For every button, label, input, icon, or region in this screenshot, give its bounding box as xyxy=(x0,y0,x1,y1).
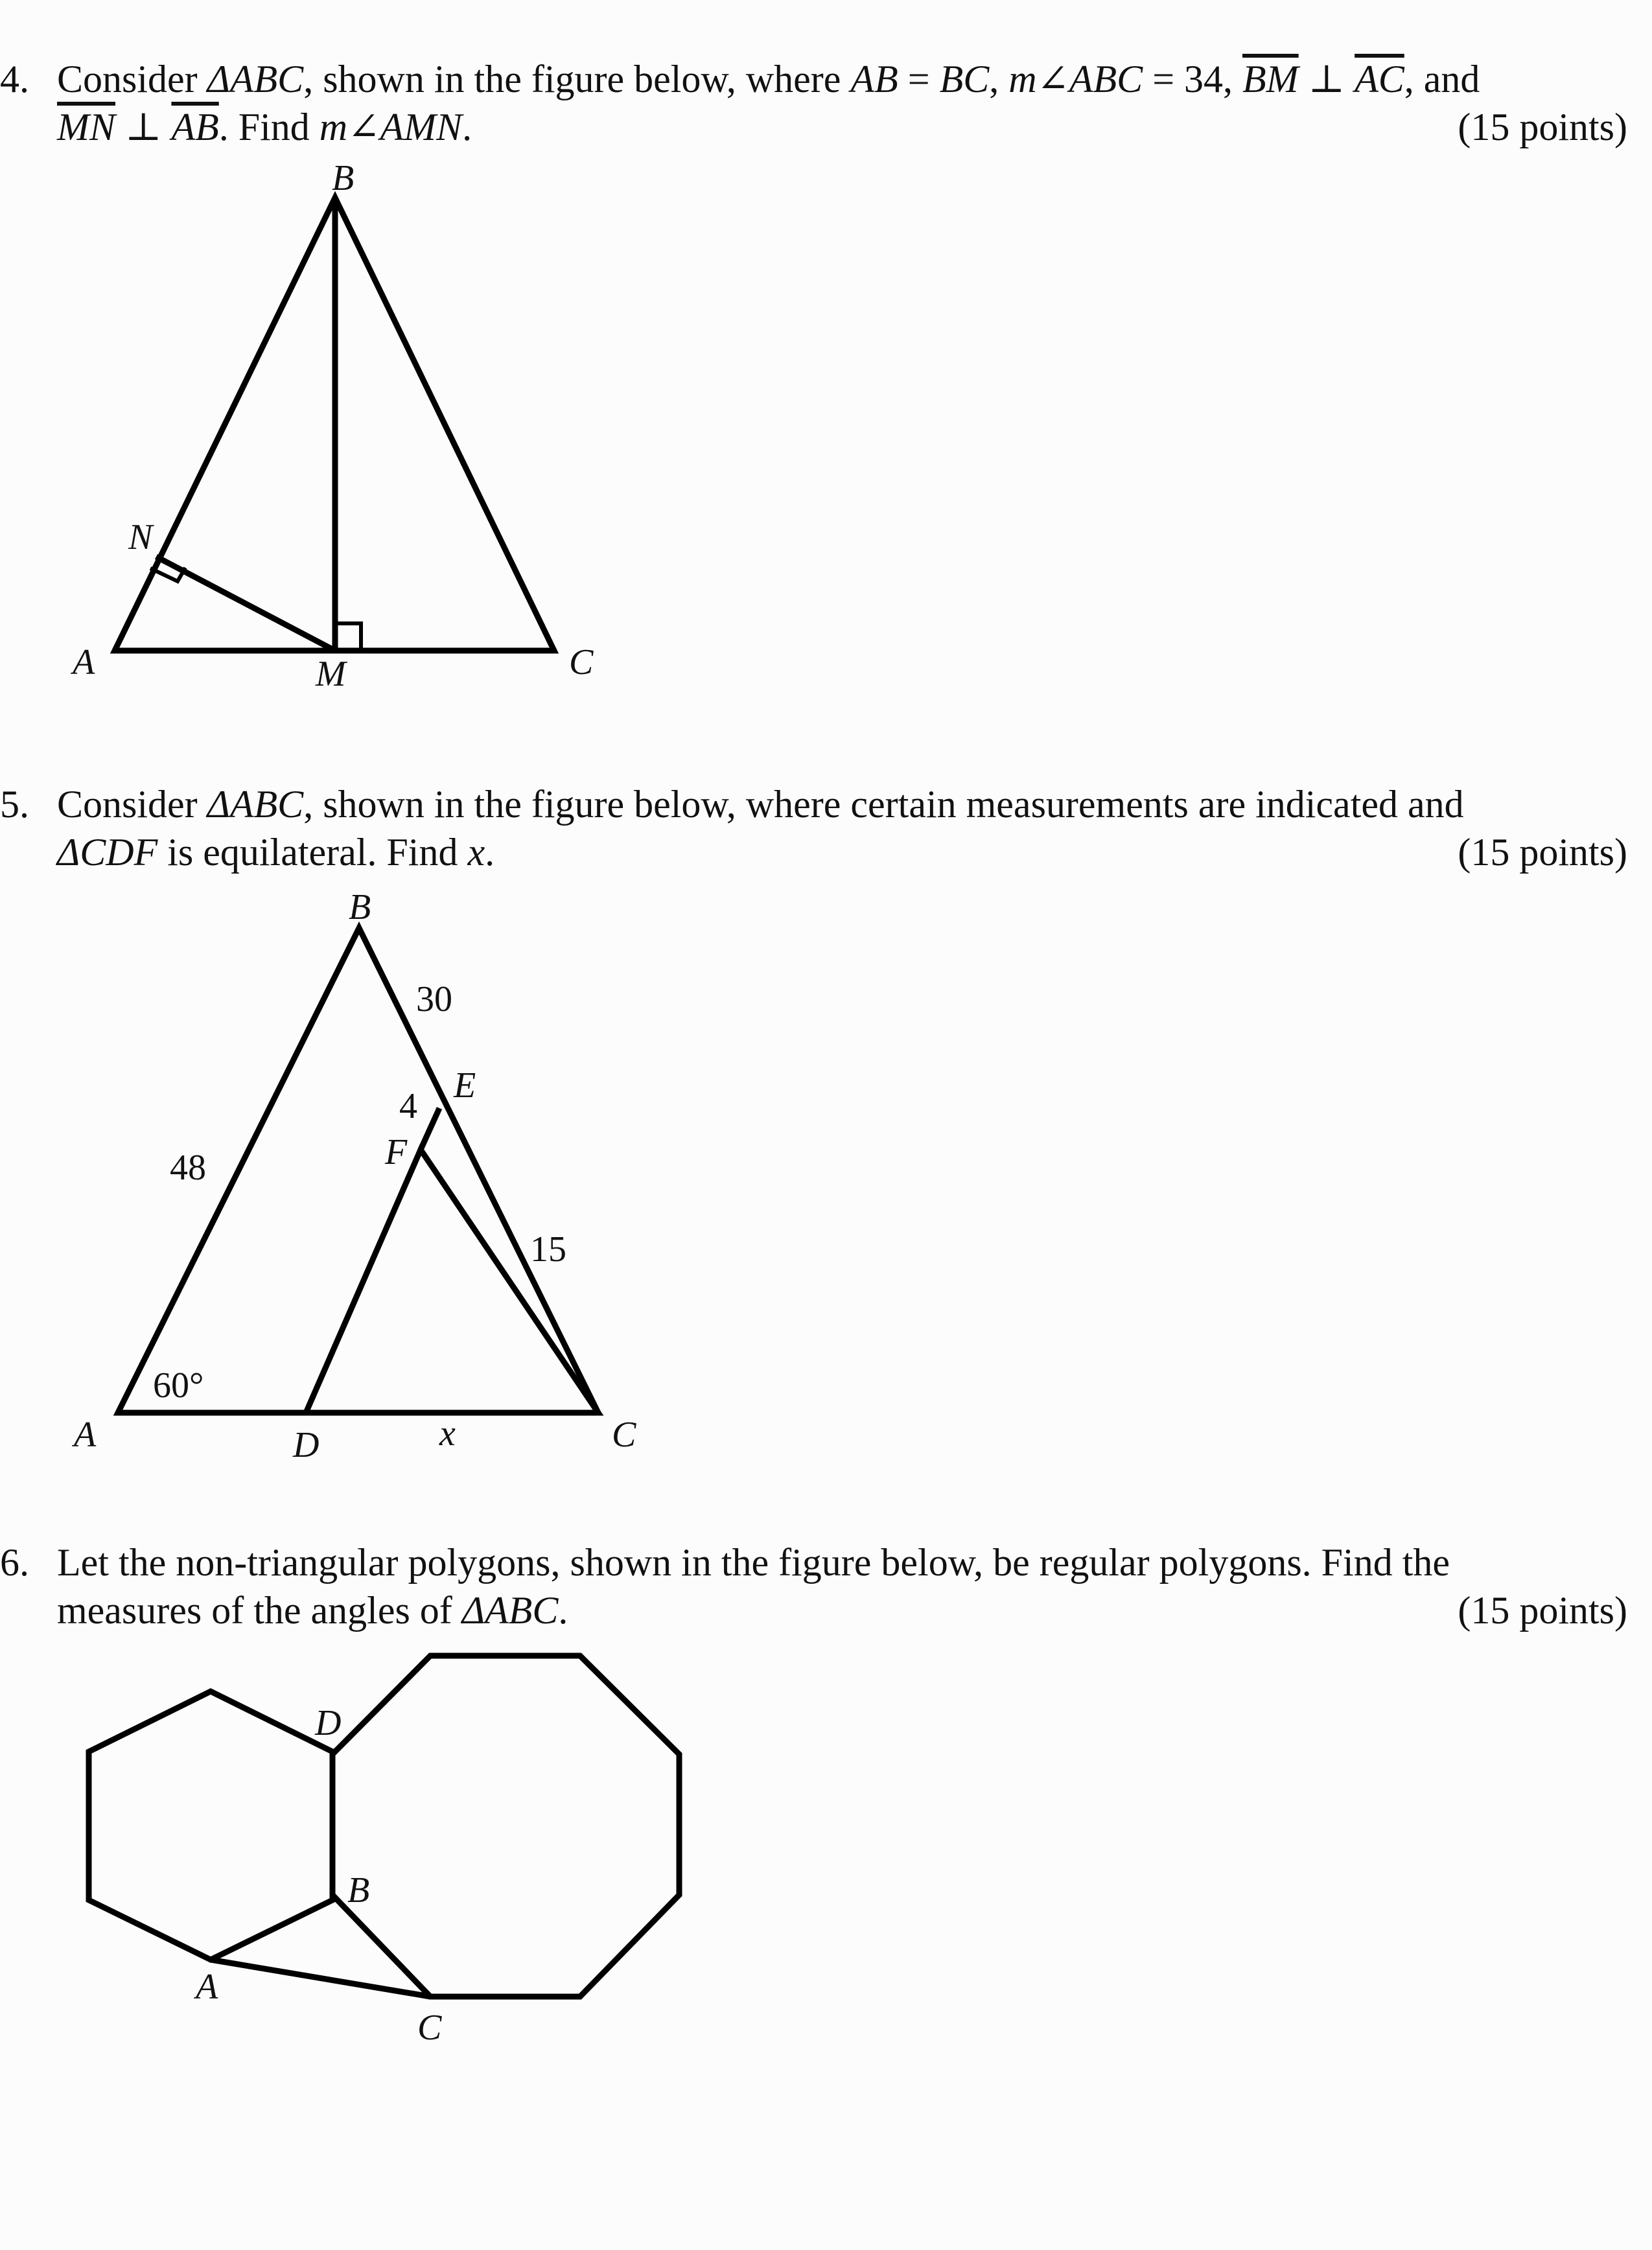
problem-statement-line-2: ΔCDF is equilateral. Find x. xyxy=(57,831,495,874)
label-c: C xyxy=(417,2008,442,2048)
problem-number: 6. xyxy=(0,1541,29,1584)
angle-60: 60° xyxy=(153,1365,204,1406)
measure-30: 30 xyxy=(416,979,452,1019)
label-c: C xyxy=(612,1415,636,1455)
problem-statement-line-1: Consider ΔABC, shown in the figure below, where AB = BC, m∠ABC = 34, $\overline{BM}$ ⊥ $\overline{AC}$, and xyxy=(57,58,1480,100)
points-label: (15 points) xyxy=(1458,106,1627,148)
label-x: x xyxy=(439,1413,456,1454)
points-label: (15 points) xyxy=(1458,1589,1627,1632)
label-a: A xyxy=(73,642,95,682)
regular-hexagon xyxy=(89,1691,332,1960)
label-b: B xyxy=(347,1870,370,1910)
label-f: F xyxy=(385,1132,408,1172)
label-d: D xyxy=(293,1425,320,1465)
problem-number: 4. xyxy=(0,58,29,100)
problem-statement-line-2: measures of the angles of ΔABC. xyxy=(57,1589,568,1632)
label-b: B xyxy=(332,158,355,198)
measure-48: 48 xyxy=(170,1148,206,1188)
label-d: D xyxy=(315,1703,342,1743)
label-b: B xyxy=(349,887,371,927)
measure-15: 15 xyxy=(530,1229,566,1270)
problem-statement-line-1: Let the non-triangular polygons, shown in the figure below, be regular polygons. Find the xyxy=(57,1541,1450,1584)
problem-number: 5. xyxy=(0,783,29,826)
label-a: A xyxy=(74,1415,97,1455)
problem-statement-line-1: Consider ΔABC, shown in the figure below, where certain measurements are indicated and xyxy=(57,783,1464,826)
regular-octagon xyxy=(332,1656,679,1997)
label-c: C xyxy=(569,642,594,682)
points-label: (15 points) xyxy=(1458,831,1627,874)
problem-statement-line-2: $\overline{MN}$ ⊥ $\overline{AB}$. Find m∠AMN. xyxy=(57,106,472,148)
measure-4: 4 xyxy=(399,1086,417,1126)
polygons-figure-6 xyxy=(0,0,778,2074)
label-m: M xyxy=(316,654,346,694)
label-n: N xyxy=(128,517,153,557)
label-a: A xyxy=(196,1967,218,2007)
label-e: E xyxy=(454,1065,476,1106)
